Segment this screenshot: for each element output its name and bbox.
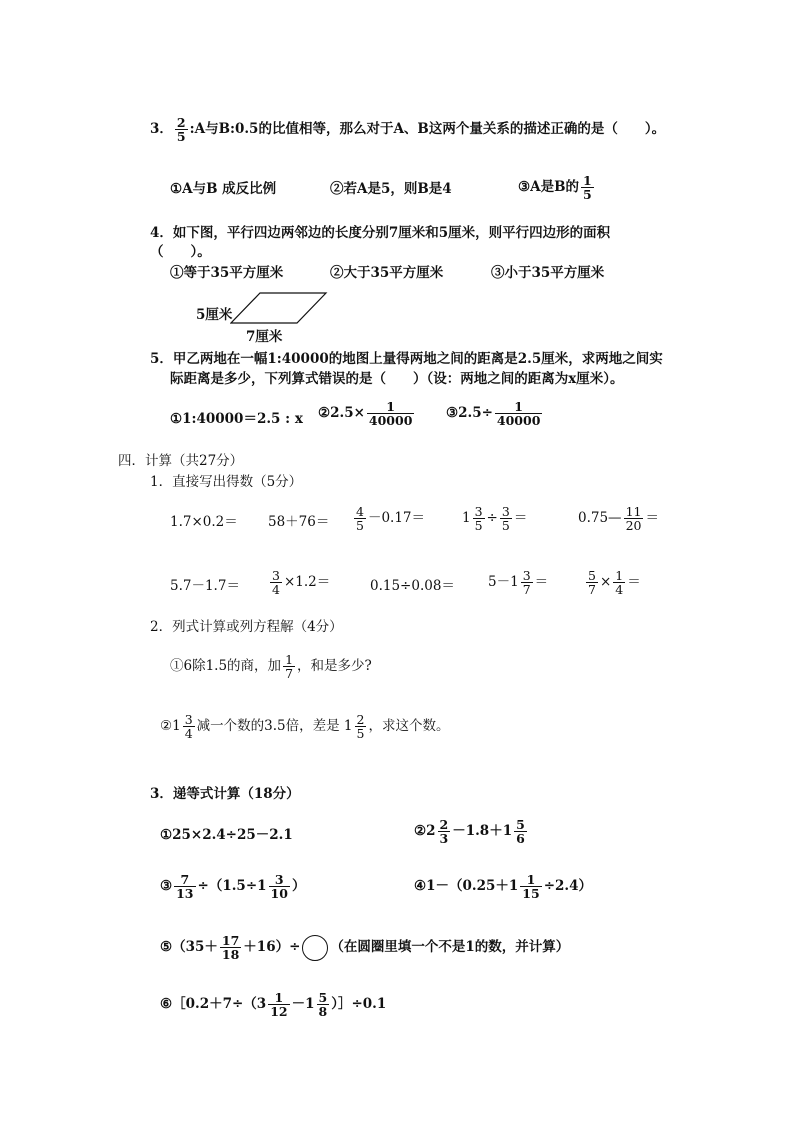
q5-option-2: ②2.5× $\frac{1}{40000}$: [318, 399, 413, 428]
question-3: 3． $\frac{2}{5}$ :A与B:0.5的比值相等，那么对于A、B这两个量关系的描述正确的是（ ）。: [150, 115, 666, 144]
q4-option-2: ②大于35平方厘米: [330, 265, 444, 281]
q3-option-3: ③A是B的 $\frac{1}{5}$: [518, 173, 592, 202]
fraction: $\frac{3}{5}$: [501, 504, 510, 533]
parallelogram-figure: [230, 290, 330, 328]
fraction: $\frac{2}{5}$: [176, 115, 186, 144]
mental-calc-1d: 1 $\frac{3}{5}$ ÷ $\frac{3}{5}$ ＝: [462, 504, 528, 533]
part-1-title: 1．直接写出得数（5分）: [150, 474, 303, 490]
q3-option-2: ②若A是5，则B是4: [330, 181, 452, 197]
q3-option-1: ①A与B 成反比例: [170, 181, 277, 197]
parallelogram-shape: [231, 293, 326, 323]
mental-calc-1b: 58＋76＝: [268, 514, 330, 530]
mental-calc-2e: $\frac{5}{7}$ × $\frac{1}{4}$ ＝: [588, 568, 641, 597]
fraction: $\frac{7}{13}$: [176, 872, 194, 901]
mental-calc-2b: $\frac{3}{4}$ ×1.2＝: [272, 568, 331, 597]
stepwise-expr-2: ②2 $\frac{2}{3}$ －1.8＋1 $\frac{5}{6}$: [414, 817, 525, 846]
fraction: $\frac{2}{3}$: [439, 817, 449, 846]
fraction: $\frac{5}{6}$: [516, 817, 525, 846]
mental-calc-2a: 5.7－1.7＝: [170, 578, 240, 594]
mental-calc-2c: 0.15÷0.08＝: [370, 578, 455, 594]
fraction: $\frac{1}{5}$: [583, 173, 592, 202]
section-4-title: 四．计算（共27分）: [118, 453, 244, 469]
parallelogram-side-label: 5厘米: [196, 307, 233, 323]
stepwise-expr-6: ⑥［0.2＋7÷（3 $\frac{1}{12}$ －1 $\frac{5}{8}$ ）］÷0.1: [160, 990, 387, 1019]
stepwise-expr-3: ③ $\frac{7}{13}$ ÷（1.5÷1 $\frac{3}{10}$ ）: [160, 872, 306, 901]
question-4-line-2: （ ）。: [150, 244, 211, 260]
fraction: $\frac{11}{20}$: [625, 504, 642, 533]
stepwise-expr-4: ④1－（0.25＋1 $\frac{1}{15}$ ÷2.4）: [414, 872, 592, 901]
fraction: $\frac{3}{7}$: [522, 568, 531, 597]
fraction: $\frac{1}{40000}$: [368, 399, 413, 428]
blank-circle[interactable]: [302, 935, 328, 961]
word-problem-2: ②1 $\frac{3}{4}$ 减一个数的3.5倍，差是 1 $\frac{2}{5}$ ，求这个数。: [160, 712, 450, 741]
fraction: $\frac{3}{4}$: [272, 568, 280, 597]
parallelogram-base-label: 7厘米: [246, 329, 283, 345]
question-5-line-2: 际距离是多少，下列算式错误的是（ ）（设：两地之间的距离为x厘米）。: [170, 371, 624, 387]
mental-calc-1e: 0.75— $\frac{11}{20}$ ＝: [578, 504, 659, 533]
fraction: $\frac{1}{15}$: [522, 872, 540, 901]
part-3-title: 3．递等式计算（18分）: [150, 786, 300, 802]
question-4-line-1: 4．如下图，平行四边两邻边的长度分别7厘米和5厘米，则平行四边形的面积: [150, 225, 611, 241]
question-5-line-1: 5．甲乙两地在一幅1:40000的地图上量得两地之间的距离是2.5厘米，求两地之间实: [150, 351, 663, 367]
word-problem-1: ①6除1.5的商，加 $\frac{1}{7}$ ，和是多少?: [170, 652, 372, 681]
mental-calc-2d: 5－1 $\frac{3}{7}$ ＝: [488, 568, 549, 597]
fraction: $\frac{3}{10}$: [270, 872, 288, 901]
fraction: $\frac{4}{5}$: [356, 504, 364, 533]
fraction: $\frac{3}{5}$: [474, 504, 483, 533]
q5-option-3: ③2.5÷ $\frac{1}{40000}$: [446, 399, 541, 428]
q5-option-1: ①1:40000＝2.5 : x: [170, 411, 303, 427]
part-2-title: 2．列式计算或列方程解（4分）: [150, 619, 343, 635]
fraction: $\frac{17}{18}$: [221, 933, 240, 962]
fraction: $\frac{3}{4}$: [184, 712, 193, 741]
q4-option-1: ①等于35平方厘米: [170, 265, 284, 281]
q4-option-3: ③小于35平方厘米: [491, 265, 605, 281]
fraction: $\frac{1}{7}$: [285, 652, 294, 681]
fraction: $\frac{1}{4}$: [615, 568, 624, 597]
stepwise-expr-5: ⑤（35＋ $\frac{17}{18}$ ＋16）÷ （在圆圈里填一个不是1的数，并计算）: [160, 933, 570, 962]
fraction: $\frac{5}{7}$: [588, 568, 596, 597]
fraction: $\frac{1}{12}$: [270, 990, 288, 1019]
fraction: $\frac{2}{5}$: [356, 712, 365, 741]
stepwise-expr-1: ①25×2.4÷25－2.1: [160, 827, 293, 843]
mental-calc-1a: 1.7×0.2＝: [170, 514, 238, 530]
fraction: $\frac{5}{8}$: [318, 990, 328, 1019]
mental-calc-1c: $\frac{4}{5}$ －0.17＝: [356, 504, 426, 533]
fraction: $\frac{1}{40000}$: [496, 399, 541, 428]
